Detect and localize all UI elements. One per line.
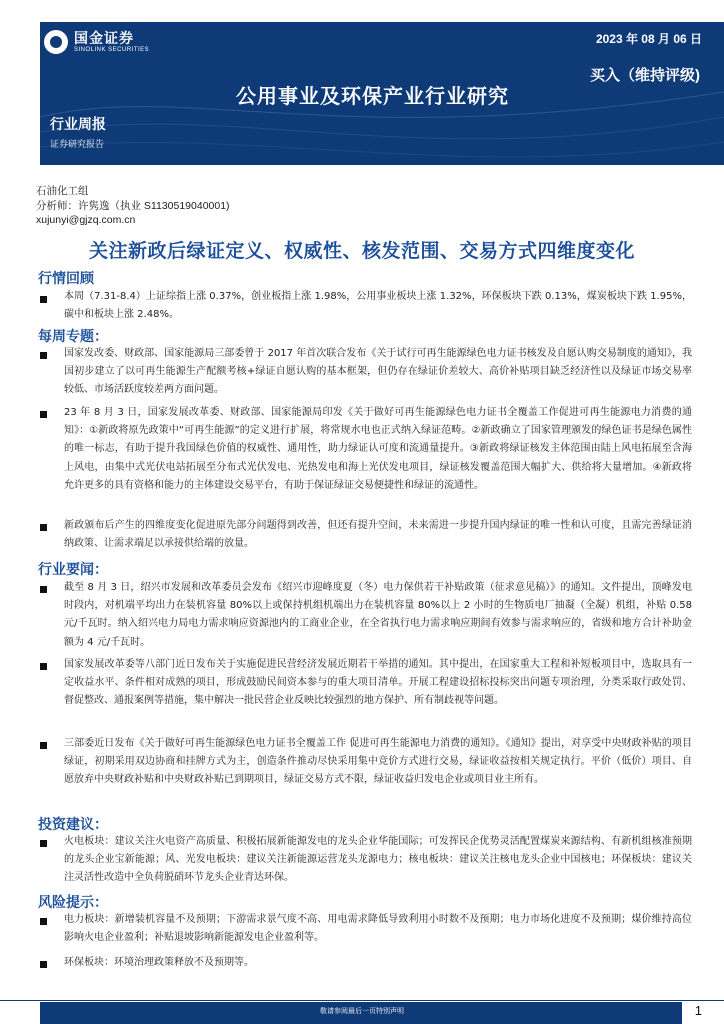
section-weekly-topic: 每周专题： bbox=[38, 328, 108, 344]
bullet bbox=[40, 663, 47, 670]
paragraph-risk-1: 电力板块：新增装机容量不及预期；下游需求景气度不高、用电需求降低导致利用小时数不及预期；电力市场化进度不及预期；煤价维持高位影响火电企业盈利；补贴退坡影响新能源发电企业盈利等。 bbox=[64, 914, 692, 944]
footer-disclaimer: 敬请参阅最后一页特别声明 bbox=[320, 1008, 404, 1015]
paragraph-market: 本周（7.31-8.4）上证综指上涨 0.37%，创业板指上涨 1.98%，公用事业板块上涨 1.32%，环保板块下跌 0.13%，煤炭板块下跌 1.95%，碳中和板块上涨 2.48%。 bbox=[64, 291, 692, 321]
paragraph-risk-2: 环保板块：环境治理政策释放不及预期等。 bbox=[64, 957, 254, 968]
page-number: 1 bbox=[694, 1003, 702, 1018]
report-title: 公用事业及环保产业行业研究 bbox=[236, 86, 509, 108]
bullet bbox=[40, 840, 47, 847]
logo-en: SINOLINK SECURITIES bbox=[74, 47, 150, 53]
report-subtitle: 证券研究报告 bbox=[50, 139, 105, 149]
analyst-email[interactable]: xujunyi@gjzq.com.cn bbox=[36, 214, 136, 226]
bullet bbox=[40, 524, 47, 531]
footer-divider bbox=[0, 1000, 724, 1001]
bullet bbox=[40, 586, 47, 593]
company-logo bbox=[44, 30, 149, 54]
bullet bbox=[40, 411, 47, 418]
paragraph-weekly-1: 国家发改委、财政部、国家能源局三部委曾于 2017 年首次联合发布《关于试行可再生能源绿色电力证书核发及自愿认购交易制度的通知》，我国初步建立了以可再生能源生产配额考核+绿证自愿认购的基本框架，但仍存在绿证价差较大、高价补贴项目缺乏经济性以及绿证市场交易率较低、市场活跃度较差两方面问题。 bbox=[64, 348, 692, 396]
logo-icon bbox=[44, 30, 68, 54]
paragraph-weekly-2: 23 年 8 月 3 日，国家发展改革委、财政部、国家能源局印发《关于做好可再生能源绿色电力证书全覆盖工作促进可再生能源电力消费的通知》：①新政将原先政策中“可再生能源”的定义进行扩展，将常规水电也正式纳入绿证范畴。②新政确立了国家管理颁发的绿色证书是绿色属性的唯一标志，有助于提升我国绿色价值的权威性、通用性，助力绿证认可度和流通量提升。③新政将绿证核发主体范围由陆上风电拓展至含海上风电，由集中式光伏电站拓展至分布式光伏发电、光热发电和海上光伏发电项目，绿证核发覆盖范围大幅扩大、供给将大量增加。④新政将允许更多的具有资格和能力的主体建设交易平台，有助于保证绿证交易便捷性和绿证的流通性。 bbox=[64, 407, 692, 491]
team-name: 石油化工组 bbox=[36, 185, 89, 197]
headline: 关注新政后绿证定义、权威性、核发范围、交易方式四维度变化 bbox=[88, 241, 635, 262]
bullet bbox=[40, 742, 47, 749]
paragraph-weekly-3: 新政颁布后产生的四维度变化促进原先部分问题得到改善，但还有提升空间，未来需进一步提升国内绿证的唯一性和认可度，且需完善绿证消纳政策、让需求端足以承接供给端的放量。 bbox=[64, 520, 692, 550]
report-header bbox=[0, 0, 724, 165]
section-investment-advice: 投资建议： bbox=[38, 816, 108, 832]
bullet bbox=[40, 918, 47, 925]
paragraph-news-1: 截至 8 月 3 日，绍兴市发展和改革委员会发布《绍兴市迎峰度夏（冬）电力保供若干补贴政策（征求意见稿）》的通知。文件提出，顶峰发电时段内，对机端平均出力在装机容量 80%以上或保持机组机端出力在装机容量 80%以上 2 小时的生物质电厂抽凝（全凝）机组，补贴 0.58 元/千瓦时。纳入绍兴电力局电力需求响应资源池内的工商业企业，在全省执行电力需求响应期间有效参与需求响应的，省级和地方合计补助金额为 4 元/千瓦时。 bbox=[64, 582, 692, 648]
paragraph-news-3: 三部委近日发布《关于做好可再生能源绿色电力证书全覆盖工作 促进可再生能源电力消费的通知》。《通知》提出，对享受中央财政补贴的项目绿证，初期采用双边协商和挂牌方式为主，创造条件推动尽快采用集中竞价方式进行交易，绿证收益按相关规定执行。平价（低价）项目、自愿放弃中央财政补贴和中央财政补贴已到期项目，绿证交易方式不限，绿证收益归发电企业或项目业主所有。 bbox=[64, 738, 692, 786]
report-date: 2023 年 08 月 06 日 bbox=[595, 32, 702, 46]
rating-badge: 买入（维持评级) bbox=[590, 67, 700, 84]
paragraph-news-2: 国家发展改革委等八部门近日发布关于实施促进民营经济发展近期若干举措的通知。其中提出，在国家重大工程和补短板项目中，选取具有一定收益水平、条件相对成熟的项目，形成鼓励民间资本参与的重大项目清单。开展工程建设招标投标突出问题专项治理，分类采取行政处罚、督促整改、通报案例等措施，集中解决一批民营企业反映比较强烈的地方保护、所有制歧视等问题。 bbox=[64, 659, 692, 707]
section-risk-warning: 风险提示： bbox=[38, 894, 108, 910]
section-market-review: 行情回顾 bbox=[38, 270, 94, 286]
bullet bbox=[40, 296, 47, 303]
paragraph-advice: 火电板块：建议关注火电资产高质量、积极拓展新能源发电的龙头企业华能国际；可发挥民企优势灵活配置煤炭来源结构、有新机组核准预期的龙头企业宝新能源；风、光发电板块：建议关注新能源运营龙头龙源电力；核电板块：建议关注核电龙头企业中国核电；环保板块：建议关注灵活性改造中全负荷脱硝环节龙头企业青达环保。 bbox=[64, 836, 692, 884]
logo-cn: 国金证券 bbox=[74, 30, 134, 46]
section-industry-news: 行业要闻： bbox=[38, 561, 108, 577]
analyst-name: 分析师：许隽逸（执业 S1130519040001) bbox=[36, 199, 230, 212]
report-type: 行业周报 bbox=[50, 116, 106, 132]
bullet bbox=[40, 352, 47, 359]
analyst-info bbox=[36, 184, 230, 228]
bullet bbox=[40, 961, 47, 968]
